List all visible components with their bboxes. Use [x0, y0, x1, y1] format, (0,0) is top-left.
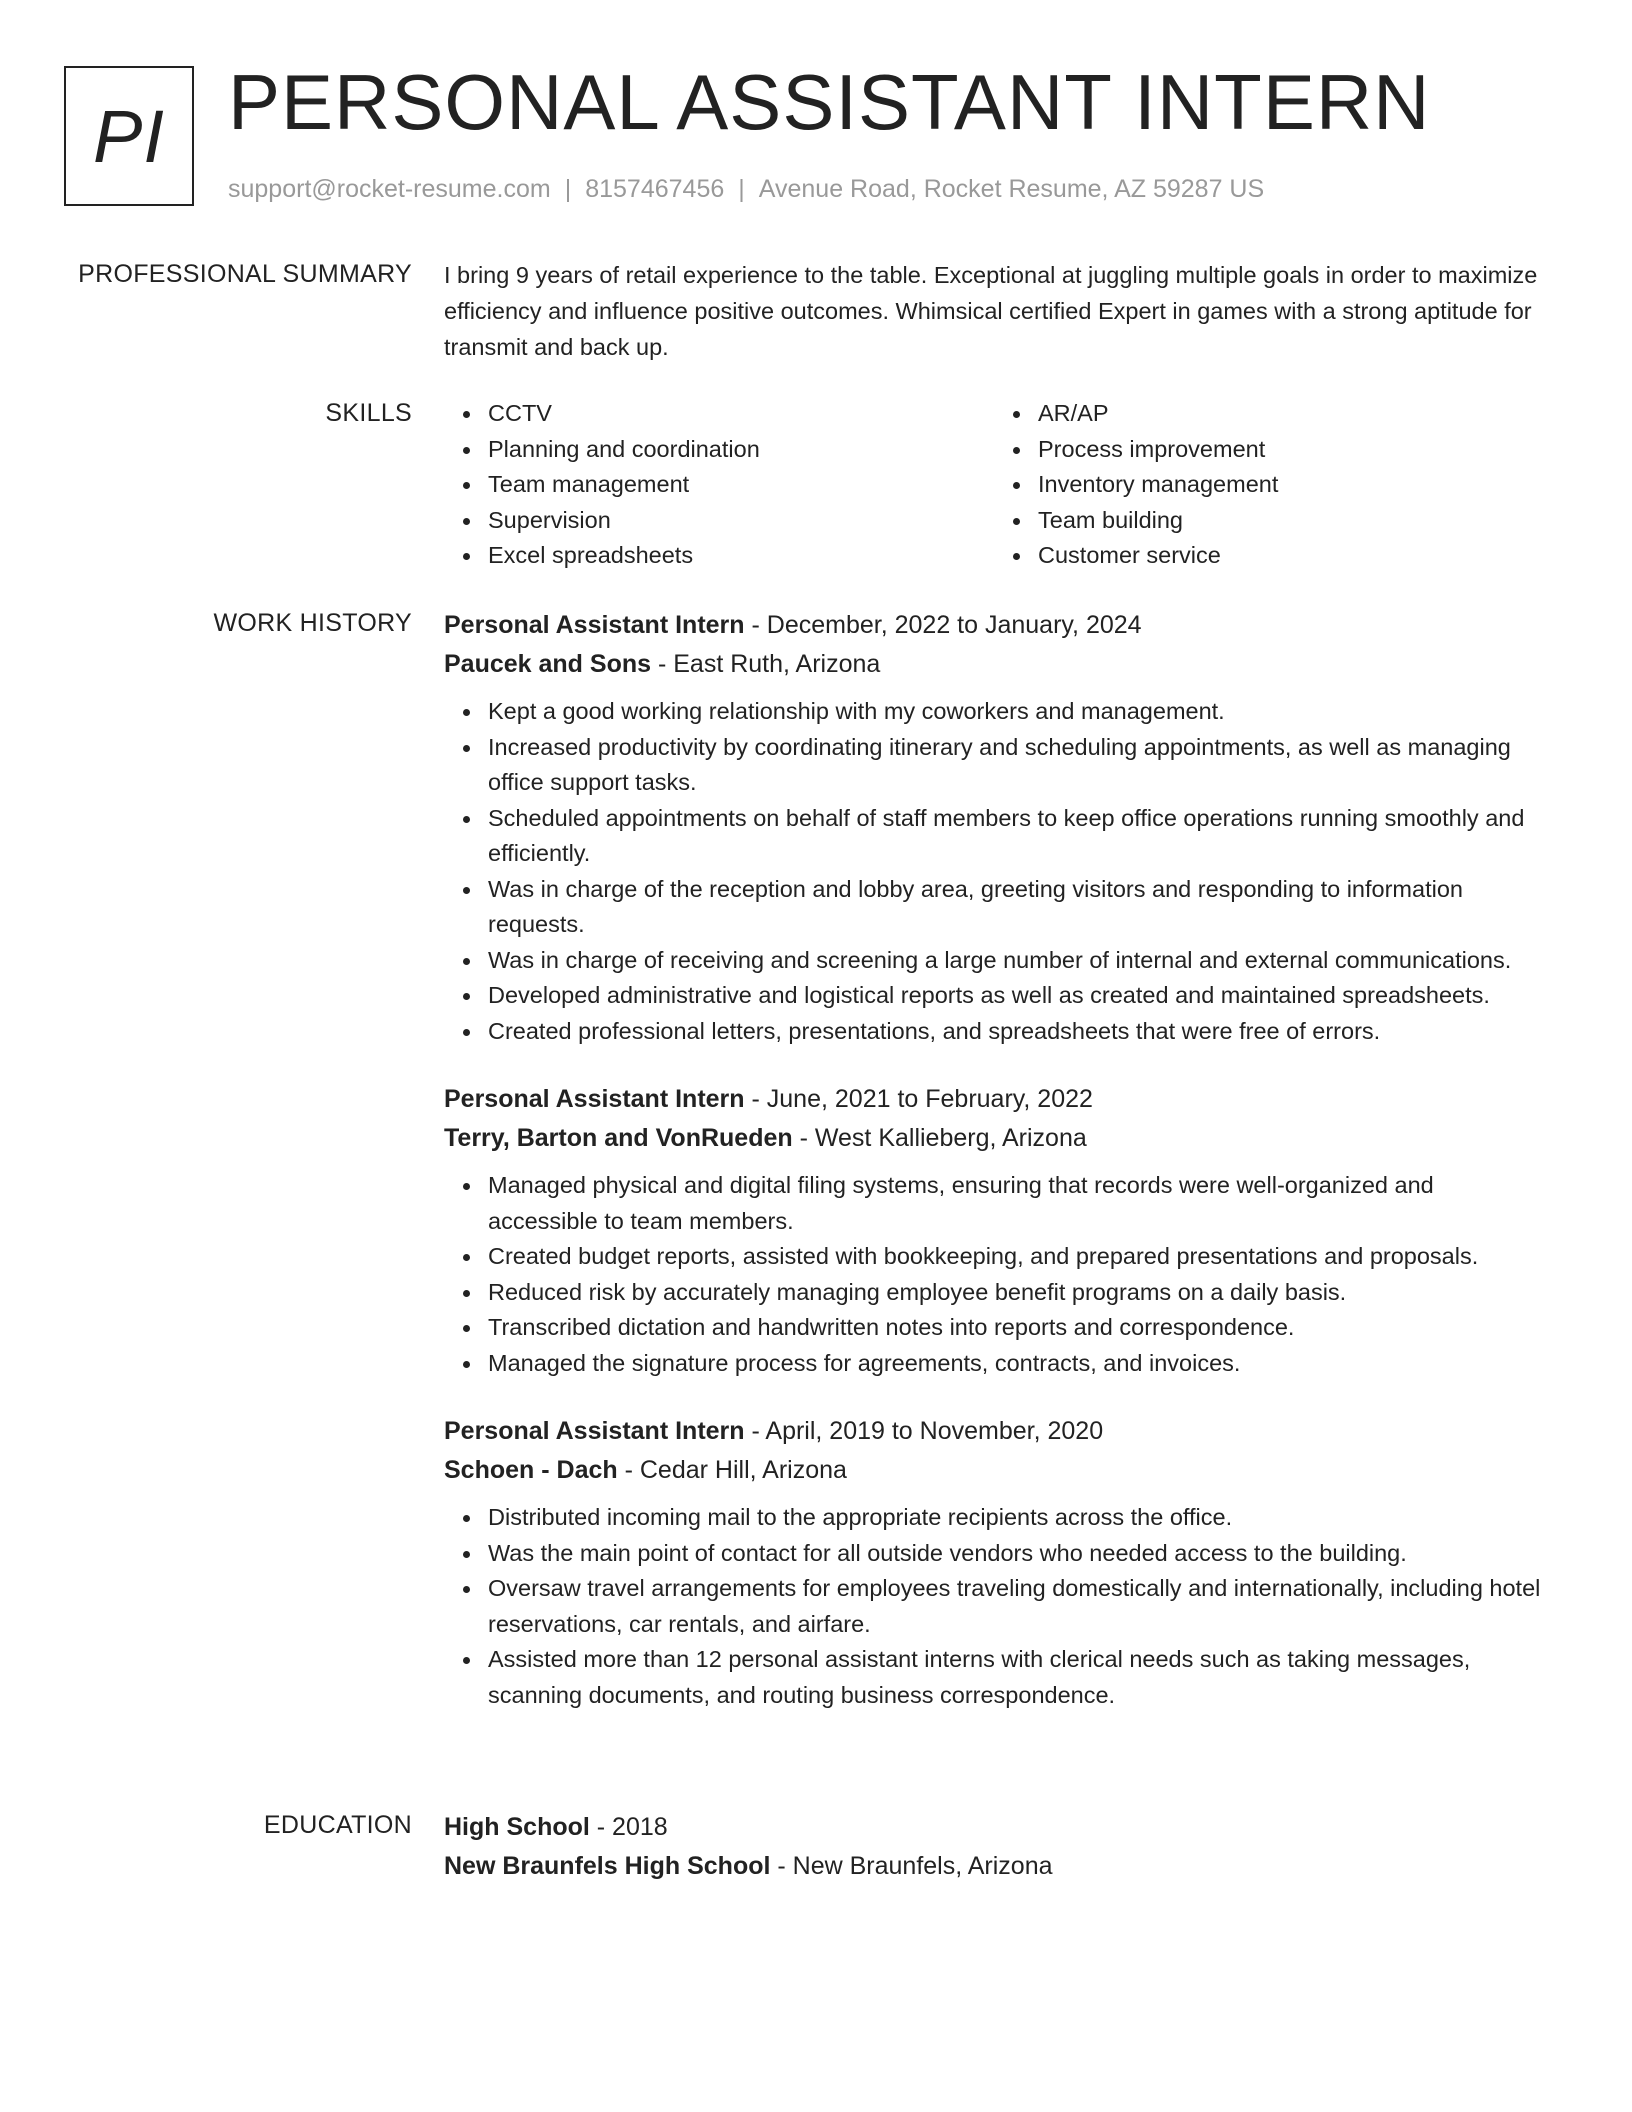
monogram-badge: PI [64, 66, 194, 206]
list-item: Was the main point of contact for all outside vendors who needed access to the building. [488, 1536, 1544, 1572]
job-entry [444, 1412, 1544, 1713]
list-item: Was in charge of the reception and lobby area, greeting visitors and responding to information requests. [488, 872, 1544, 943]
work-history-body [444, 606, 1544, 1713]
list-item: Increased productivity by coordinating itinerary and scheduling appointments, as well as managing office support tasks. [488, 730, 1544, 801]
job-title: Personal Assistant Intern [444, 1085, 745, 1113]
skill-item: Supervision [488, 503, 994, 539]
list-item: Kept a good working relationship with my coworkers and management. [488, 694, 1544, 730]
job-dates: - April, 2019 to November, 2020 [744, 1417, 1104, 1445]
skill-item: Excel spreadsheets [488, 538, 994, 574]
skill-item: Process improvement [1038, 432, 1544, 468]
contact-address: Avenue Road, Rocket Resume, AZ 59287 US [758, 175, 1265, 203]
list-item: Managed physical and digital filing systems, ensuring that records were well-organized and accessible to team members. [488, 1168, 1544, 1239]
list-item: Scheduled appointments on behalf of staff members to keep office operations running smoothly and efficiently. [488, 801, 1544, 872]
skills-body [444, 396, 1544, 574]
job-dates: - December, 2022 to January, 2024 [744, 611, 1142, 639]
list-item: Created budget reports, assisted with bookkeeping, and prepared presentations and proposals. [488, 1239, 1544, 1275]
job-company: Schoen - Dach [444, 1456, 618, 1484]
page-title: PERSONAL ASSISTANT INTERN [228, 58, 1431, 146]
job-company: Paucek and Sons [444, 650, 652, 678]
list-item: Developed administrative and logistical reports as well as created and maintained spreadsheets. [488, 978, 1544, 1014]
education-degree-line [444, 1808, 1544, 1847]
job-company-line [444, 1119, 1544, 1158]
job-bullets [444, 694, 1544, 1049]
job-title-line [444, 1080, 1544, 1119]
list-item: Managed the signature process for agreements, contracts, and invoices. [488, 1346, 1544, 1382]
job-title-line [444, 606, 1544, 645]
list-item: Was in charge of receiving and screening a large number of internal and external communications. [488, 943, 1544, 979]
list-item: Reduced risk by accurately managing employee benefit programs on a daily basis. [488, 1275, 1544, 1311]
education-degree: High School [444, 1813, 590, 1841]
job-company-line [444, 1451, 1544, 1490]
list-item: Assisted more than 12 personal assistant interns with clerical needs such as taking messages, scanning documents, and routing business correspondence. [488, 1642, 1544, 1713]
skill-item: Planning and coordination [488, 432, 994, 468]
contact-email: support@rocket-resume.com [228, 175, 551, 203]
skill-item: Team building [1038, 503, 1544, 539]
list-item: Distributed incoming mail to the appropriate recipients across the office. [488, 1500, 1544, 1536]
contact-line [228, 172, 1264, 206]
education-school-line [444, 1847, 1544, 1886]
skill-item: Team management [488, 467, 994, 503]
summary-text: I bring 9 years of retail experience to the table. Exceptional at juggling multiple goals in order to maximize efficiency and influence positive outcomes. Whimsical certified Expert in games with a strong aptitude for transmit and back up. [444, 262, 1538, 360]
work-history-heading: WORK HISTORY [213, 609, 412, 637]
job-company: Terry, Barton and VonRueden [444, 1124, 793, 1152]
job-title: Personal Assistant Intern [444, 1417, 745, 1445]
contact-separator: | [564, 175, 572, 203]
job-bullets [444, 1500, 1544, 1713]
education-school: New Braunfels High School [444, 1852, 771, 1880]
contact-separator: | [738, 175, 745, 203]
summary-body [444, 257, 1544, 365]
skill-item: Customer service [1038, 538, 1544, 574]
job-location: - East Ruth, Arizona [651, 650, 881, 678]
skills-column-right [994, 396, 1544, 574]
skills-column-left [444, 396, 994, 574]
job-location: - West Kallieberg, Arizona [792, 1124, 1087, 1152]
job-dates: - June, 2021 to February, 2022 [744, 1085, 1093, 1113]
job-location: - Cedar Hill, Arizona [617, 1456, 847, 1484]
list-item: Oversaw travel arrangements for employees traveling domestically and internationally, including hotel reservations, car rentals, and airfare. [488, 1571, 1544, 1642]
job-entry [444, 1080, 1544, 1381]
job-company-line [444, 645, 1544, 684]
job-title-line [444, 1412, 1544, 1451]
skill-item: Inventory management [1038, 467, 1544, 503]
education-location: - New Braunfels, Arizona [770, 1852, 1053, 1880]
education-body [444, 1808, 1544, 1886]
list-item: Transcribed dictation and handwritten notes into reports and correspondence. [488, 1310, 1544, 1346]
contact-phone: 8157467456 [585, 175, 725, 203]
skill-item: CCTV [488, 396, 994, 432]
education-year: - 2018 [589, 1813, 668, 1841]
job-entry [444, 606, 1544, 1049]
list-item: Created professional letters, presentations, and spreadsheets that were free of errors. [488, 1014, 1544, 1050]
skills-heading: SKILLS [325, 399, 412, 427]
job-bullets [444, 1168, 1544, 1381]
skill-item: AR/AP [1038, 396, 1544, 432]
summary-heading: PROFESSIONAL SUMMARY [78, 260, 412, 288]
job-title: Personal Assistant Intern [444, 611, 745, 639]
education-heading: EDUCATION [263, 1811, 412, 1839]
